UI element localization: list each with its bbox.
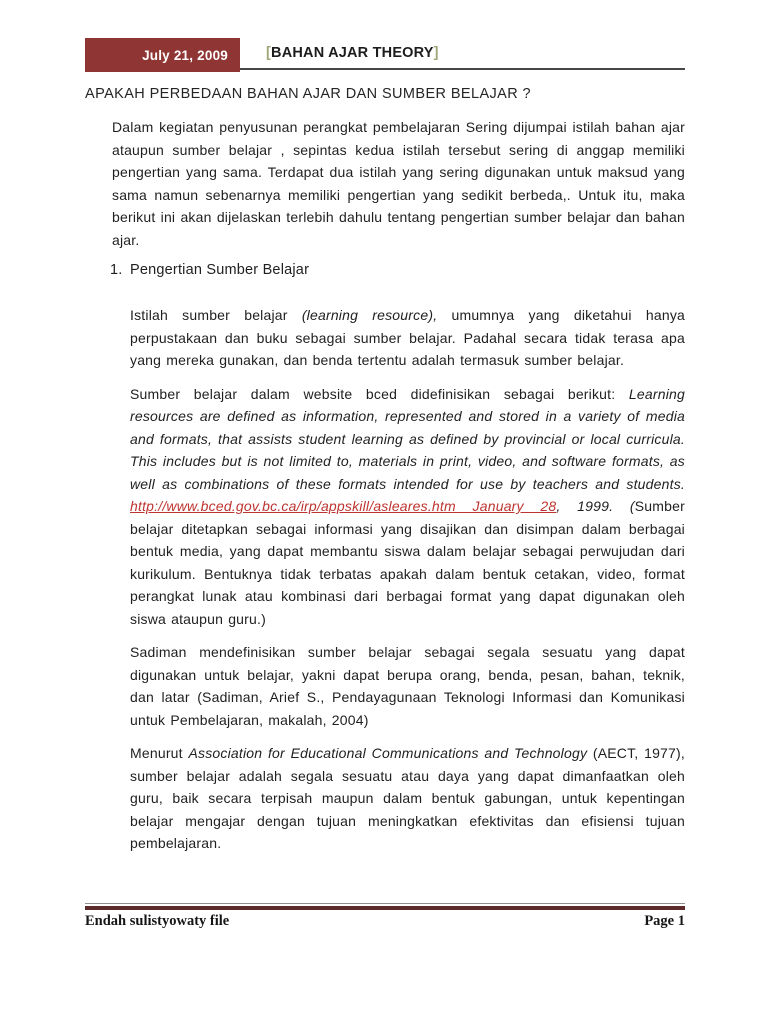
text-run: umumnya yang diketahui hanya perpustakaan dan buku sebagai sumber belajar. Padahal secara tidak terasa apa yang mereka gunakan, dan benda tertentu adalah termasuk sumber belajar. <box>130 307 686 368</box>
italic-text-run: (learning resource), <box>301 307 438 323</box>
text-run: Istilah sumber belajar <box>130 307 302 323</box>
footer-rule <box>85 903 685 910</box>
section-heading <box>110 262 685 278</box>
page-footer <box>85 903 685 930</box>
header-document-title <box>266 45 439 61</box>
paragraph-sadiman <box>130 641 685 731</box>
header-date-badge <box>85 38 240 72</box>
header-rule <box>240 68 685 70</box>
text-run: (AECT, 1977), sumber belajar adalah segala sesuatu atau daya yang dapat dimanfaatkan oleh guru, baik secara terpisah maupun dalam bentuk gabungan, untuk kepentingan belajar mengajar dengan tujuan meningkatkan efektivitas dan efisiensi tujuan pembelajaran. <box>130 745 685 851</box>
intro-paragraph <box>112 116 685 251</box>
section-title: Pengertian Sumber Belajar <box>130 262 310 278</box>
footer-row <box>85 913 685 930</box>
footer-page-number: Page 1 <box>644 913 685 929</box>
footer-rule-thick <box>85 906 685 910</box>
section-number: 1. <box>110 262 123 278</box>
question-heading: APAKAH PERBEDAAN BAHAN AJAR DAN SUMBER BELAJAR ? <box>85 86 532 102</box>
bced-url-link[interactable]: http://www.bced.gov.bc.ca/irp/appskill/asleares.htm January 28 <box>130 498 557 514</box>
italic-text-run: Association for Educational Communications and Technology <box>188 745 588 761</box>
text-run: Sumber belajar ditetapkan sebagai informasi yang disajikan dan disimpan dalam berbagai bentuk media, yang dapat membantu siswa dalam belajar sebagai perwujudan dari kurikulum. Bentuknya tidak terbatas apakah dalam bentuk cetakan, video, format perangkat lunak atau kombinasi dari berbagai format yang dapat digunakan oleh siswa ataupun guru.) <box>130 498 685 627</box>
text-run: Menurut <box>130 745 189 761</box>
page-header <box>85 38 685 72</box>
text-run: Sadiman mendefinisikan sumber belajar sebagai segala sesuatu yang dapat digunakan untuk belajar, yakni dapat berupa orang, benda, pesan, bahan, teknik, dan latar (Sadiman, Arief S., Pendayagunaan Teknologi Informasi dan Komunikasi untuk Pembelajaran, makalah, 2004) <box>130 644 685 728</box>
header-bracket-open: [ <box>266 45 272 61</box>
text-run: Sumber belajar dalam website bced didefinisikan sebagai berikut: <box>130 385 629 402</box>
header-date: July 21, 2009 <box>142 47 228 63</box>
paragraph-learning-resource <box>130 304 685 372</box>
paragraph-bced-definition <box>130 383 685 631</box>
footer-file-label: Endah sulistyowaty file <box>85 913 230 929</box>
text-run: Dalam kegiatan penyusunan perangkat pembelajaran Sering dijumpai istilah bahan ajar ataupun sumber belajar , sepintas kedua istilah tersebut sering di anggap memiliki pengertian yang sama. Terdapat dua istilah yang sering digunakan untuk maksud yang sama namun sebenarnya memiliki pengertian yang sedikit berbeda,. Untuk itu, maka berikut ini akan dijelaskan terlebih dahulu tentang pengertian sumber belajar dan bahan ajar. <box>112 119 685 248</box>
header-bracket-close: ] <box>433 45 439 61</box>
document-body <box>85 86 685 866</box>
italic-text-run: , 1999. ( <box>556 498 635 514</box>
header-title-text: BAHAN AJAR THEORY <box>271 45 434 61</box>
italic-text-run: Learning resources are defined as information, represented and stored in a variety of media and formats, that assists student learning as defined by provincial or local curricula. This includes but is not limited to, materials in print, video, and software formats, as well as combinations of these formats intended for use by teachers and students. <box>130 385 685 492</box>
paragraph-aect <box>130 742 685 855</box>
